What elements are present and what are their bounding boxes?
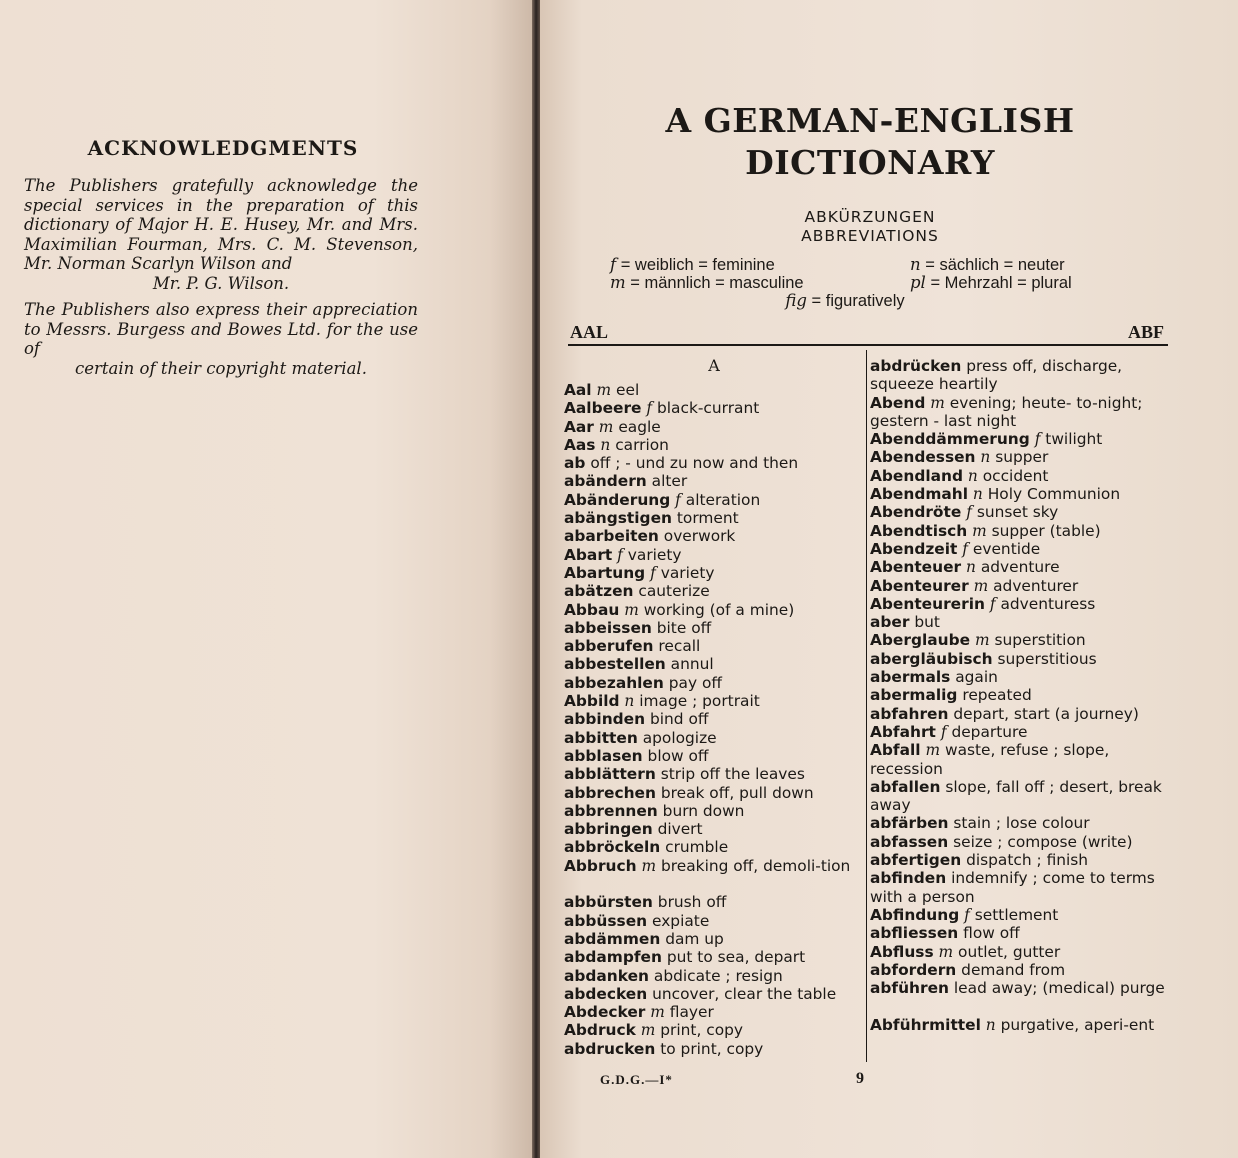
entry-gender: f <box>962 539 968 558</box>
entry-definition: recall <box>658 637 701 656</box>
dictionary-entry <box>564 509 864 527</box>
acknowledgments-paragraph-1 <box>24 176 418 293</box>
entry-definition: waste, refuse ; slope, recession <box>870 741 1110 778</box>
entry-definition: adventure <box>980 558 1060 577</box>
entry-definition: break off, pull down <box>660 783 814 802</box>
entry-gender: n <box>967 466 978 485</box>
dictionary-entry <box>870 668 1170 686</box>
abbr-pl: pl <box>910 273 926 292</box>
entry-headword: abfertigen <box>870 851 962 870</box>
entry-definition: divert <box>657 820 703 839</box>
entry-headword: ab <box>564 454 586 473</box>
dictionary-entry <box>870 357 1170 394</box>
entry-definition: Holy Communion <box>987 485 1121 504</box>
entry-gender: f <box>989 594 996 613</box>
dictionary-entry <box>870 851 1170 869</box>
entry-definition: twilight <box>1045 430 1103 449</box>
entry-definition: black-currant <box>657 399 760 418</box>
dictionary-entry <box>564 418 864 436</box>
dictionary-entry <box>870 741 1170 778</box>
abbr-masculine <box>610 274 900 292</box>
dictionary-entry <box>870 814 1170 832</box>
entry-gender: f <box>964 905 970 924</box>
entry-headword: abblättern <box>564 765 656 784</box>
entry-definition: repeated <box>962 686 1032 705</box>
entry-headword: Abfluss <box>870 942 934 961</box>
entry-headword: abbrechen <box>564 783 656 802</box>
entry-headword: abermals <box>870 668 951 687</box>
entry-headword: Abendzeit <box>870 539 958 558</box>
entry-headword: Aal <box>564 381 592 399</box>
entry-definition: indemnify ; come to terms with a person <box>870 869 1155 906</box>
entry-headword: abängstigen <box>564 509 672 528</box>
entry-definition: bite off <box>656 618 712 637</box>
dictionary-entry <box>564 967 864 985</box>
entry-definition: outlet, gutter <box>958 942 1061 961</box>
page-number: 9 <box>856 1070 864 1087</box>
dictionary-entry <box>870 613 1170 631</box>
entry-definition: torment <box>676 509 739 528</box>
entry-headword: abführen <box>870 979 949 998</box>
entry-gender: m <box>938 942 954 961</box>
entry-definition: superstition <box>994 631 1086 650</box>
dictionary-entry <box>564 985 864 1003</box>
entry-definition: off ; - und zu now and then <box>590 454 799 473</box>
entry-definition: superstitious <box>997 649 1097 668</box>
entry-definition: blow off <box>647 746 709 765</box>
section-letter: A <box>708 356 720 375</box>
abbreviations-table <box>610 256 1180 310</box>
entry-headword: abdrucken <box>564 1039 656 1058</box>
entry-definition: annul <box>670 655 714 674</box>
dictionary-entry <box>870 503 1170 521</box>
dictionary-entry <box>870 540 1170 558</box>
entry-definition: adventurer <box>993 576 1079 595</box>
entry-headword: abdämmen <box>564 929 661 948</box>
dictionary-entry <box>870 448 1170 466</box>
dictionary-entry <box>564 399 864 417</box>
dictionary-entry <box>564 710 864 728</box>
entry-definition: cauterize <box>638 582 710 601</box>
entry-gender: m <box>650 1003 665 1022</box>
entry-headword: abergläubisch <box>870 649 993 668</box>
dictionary-entry <box>564 655 864 673</box>
entry-headword: abbrennen <box>564 801 658 820</box>
dictionary-entry <box>564 1003 864 1021</box>
entry-headword: Abenteurerin <box>870 594 985 613</box>
entry-gender: m <box>641 856 657 875</box>
dictionary-entry <box>564 1040 864 1058</box>
entry-headword: abbüssen <box>564 911 648 930</box>
entry-definition: to print, copy <box>660 1039 764 1058</box>
entry-definition: adventuress <box>1000 594 1096 613</box>
entry-gender: f <box>966 503 972 522</box>
abbreviations-heading <box>670 208 1070 246</box>
entry-headword: Aalbeere <box>564 399 642 418</box>
dictionary-entry <box>564 729 864 747</box>
dictionary-entry <box>870 467 1170 485</box>
abbr-neuter <box>910 256 1210 274</box>
entry-definition: put to sea, depart <box>666 948 806 967</box>
running-head-left: AAL <box>570 322 609 342</box>
dictionary-entry <box>870 778 1170 815</box>
abbr-f-text: = weiblich = feminine <box>620 256 775 274</box>
entry-headword: abbürsten <box>564 893 653 912</box>
dictionary-entry <box>564 838 864 856</box>
entry-definition: carrion <box>615 435 669 454</box>
entry-headword: Abend <box>870 393 926 412</box>
entry-gender: f <box>1034 430 1041 449</box>
dictionary-entry <box>870 522 1170 540</box>
dictionary-entry <box>870 394 1170 431</box>
entry-headword: Abenteuer <box>870 558 962 577</box>
entries-column-left <box>564 357 864 1058</box>
abbreviations-heading-de: ABKÜRZUNGEN <box>804 208 936 226</box>
entry-definition: print, copy <box>660 1021 743 1040</box>
dictionary-entry <box>564 912 864 930</box>
entry-gender: m <box>640 1021 656 1040</box>
entry-gender: m <box>972 521 987 540</box>
abbr-fig: fig <box>785 291 807 310</box>
entry-headword: abarbeiten <box>564 527 659 546</box>
running-head-right: ABF <box>1128 322 1164 342</box>
dictionary-entry <box>564 820 864 838</box>
entry-definition: overwork <box>663 527 736 546</box>
abbr-fig-text: = figuratively <box>811 292 905 310</box>
entry-definition: alter <box>651 472 688 491</box>
entry-definition: eventide <box>972 539 1041 558</box>
left-page <box>0 0 532 1158</box>
dictionary-entry <box>564 454 864 472</box>
entry-headword: Abenddämmerung <box>870 430 1030 449</box>
entry-definition: seize ; compose (write) <box>953 832 1133 851</box>
dictionary-entry <box>564 802 864 820</box>
dictionary-entry <box>870 723 1170 741</box>
abbr-f: f <box>610 255 617 274</box>
entry-definition: variety <box>660 563 715 582</box>
entry-headword: abfinden <box>870 869 947 888</box>
entry-gender: n <box>985 1015 996 1034</box>
entry-headword: abdanken <box>564 966 649 985</box>
acknowledgments-paragraph-2 <box>24 300 418 378</box>
entry-gender: m <box>598 417 614 436</box>
entry-headword: Abendessen <box>870 448 976 467</box>
entry-gender: m <box>596 381 612 399</box>
paragraph-2-text: The Publishers also express their appreciation to Messrs. Burgess and Bowes Ltd. for the use of <box>24 300 418 358</box>
dictionary-entry <box>870 558 1170 576</box>
dictionary-entry <box>564 472 864 490</box>
dictionary-entry <box>564 784 864 802</box>
entry-headword: Abfall <box>870 741 921 760</box>
entry-headword: Abänderung <box>564 490 671 509</box>
entry-headword: Abbild <box>564 692 620 711</box>
entry-definition: settlement <box>974 905 1059 924</box>
abbreviations-heading-en: ABBREVIATIONS <box>801 227 939 245</box>
entry-headword: abdrücken <box>870 357 962 375</box>
entry-definition: depart, start (a journey) <box>953 704 1139 723</box>
dictionary-entry <box>870 650 1170 668</box>
abbr-n-text: = sächlich = neuter <box>925 256 1065 274</box>
footer-signature: G.D.G.—I* <box>600 1072 673 1087</box>
entry-definition: dam up <box>665 929 724 948</box>
entry-headword: Abendland <box>870 466 963 485</box>
entry-headword: Abfindung <box>870 905 960 924</box>
right-page <box>540 0 1238 1158</box>
acknowledgments-title: ACKNOWLEDGMENTS <box>87 136 359 160</box>
entry-definition: departure <box>951 722 1028 741</box>
abbr-m-text: = männlich = masculine <box>630 274 804 292</box>
entry-definition: lead away; (medical) purge <box>953 979 1165 998</box>
entry-headword: abbröckeln <box>564 838 661 857</box>
entry-definition: crumble <box>665 838 729 857</box>
entry-definition: alteration <box>685 490 761 509</box>
entry-headword: abbezahlen <box>564 673 664 692</box>
entry-headword: Abbau <box>564 600 620 619</box>
entry-headword: Abdecker <box>564 1003 646 1022</box>
dictionary-entry <box>564 948 864 966</box>
entry-headword: abfallen <box>870 777 941 796</box>
entry-headword: aber <box>870 613 910 632</box>
entry-definition: eagle <box>618 417 661 436</box>
entry-gender: f <box>650 563 656 582</box>
dictionary-entry <box>564 674 864 692</box>
dictionary-entry <box>564 857 864 894</box>
dictionary-entry <box>564 601 864 619</box>
dictionary-entry <box>564 637 864 655</box>
dictionary-entry <box>870 705 1170 723</box>
entry-definition: strip off the leaves <box>660 765 805 784</box>
dictionary-entry <box>564 546 864 564</box>
abbr-plural <box>910 274 1210 292</box>
entry-headword: abblasen <box>564 746 643 765</box>
dictionary-entry <box>870 924 1170 942</box>
dictionary-entry <box>870 595 1170 613</box>
dictionary-entry <box>870 430 1170 448</box>
entry-headword: abberufen <box>564 637 654 656</box>
dictionary-entry <box>564 491 864 509</box>
entry-definition: bind off <box>649 710 709 729</box>
entry-headword: abfahren <box>870 704 949 723</box>
entry-definition: expiate <box>652 911 710 930</box>
title-line-1: A GERMAN-ENGLISH <box>665 101 1075 140</box>
entry-headword: abfordern <box>870 960 957 979</box>
book-gutter <box>532 0 540 1158</box>
entry-headword: abdecken <box>564 984 648 1003</box>
dictionary-entry <box>870 979 1170 1016</box>
dictionary-entry <box>564 1021 864 1039</box>
entry-gender: m <box>930 393 945 412</box>
entry-headword: Abenteurer <box>870 576 969 595</box>
dictionary-entry <box>564 747 864 765</box>
entry-definition: but <box>914 613 940 632</box>
dictionary-entry <box>870 686 1170 704</box>
dictionary-entry <box>564 381 864 399</box>
dictionary-entry <box>870 833 1170 851</box>
header-rule <box>568 344 1168 346</box>
dictionary-entry <box>870 577 1170 595</box>
entry-definition: eel <box>616 381 640 399</box>
entry-headword: abfassen <box>870 832 949 851</box>
entry-definition: supper (table) <box>991 521 1101 540</box>
entry-headword: Abendmahl <box>870 485 968 504</box>
paragraph-2-end: certain of their copyright material. <box>75 358 367 378</box>
entry-definition: evening; heute- to-night; gestern - last night <box>870 393 1143 430</box>
entry-definition: image ; portrait <box>639 692 760 711</box>
entry-definition: dispatch ; finish <box>966 851 1089 870</box>
entry-headword: abbringen <box>564 820 653 839</box>
abbr-n: n <box>910 255 921 274</box>
entry-definition: flayer <box>669 1003 714 1022</box>
entry-gender: f <box>646 399 653 418</box>
dictionary-entry <box>870 961 1170 979</box>
entry-definition: uncover, clear the table <box>652 984 837 1003</box>
paragraph-1-text: The Publishers gratefully acknowledge the special services in the preparation of this dictionary of Major H. E. Husey, Mr. and Mrs. Maximilian Fourman, Mrs. C. M. Stevenson, Mr. Norman Scarlyn Wilson and <box>24 176 418 273</box>
abbr-pl-text: = Mehrzahl = plural <box>930 274 1072 292</box>
abbr-row-1 <box>610 256 1180 274</box>
dictionary-entry <box>564 765 864 783</box>
entry-gender: f <box>617 545 623 564</box>
dictionary-entry <box>870 1016 1170 1053</box>
entry-definition: sunset sky <box>976 503 1059 522</box>
abbr-figuratively <box>610 292 1080 310</box>
entry-definition: apologize <box>642 728 717 747</box>
entry-definition: abdicate ; resign <box>653 966 783 985</box>
entry-gender: f <box>675 490 681 509</box>
entry-gender: n <box>624 692 635 711</box>
dictionary-entry <box>564 582 864 600</box>
entry-definition: stain ; lose colour <box>953 814 1090 833</box>
entry-headword: Abführmittel <box>870 1015 981 1034</box>
entry-gender: n <box>980 448 991 467</box>
entry-definition: demand from <box>961 960 1066 979</box>
entry-headword: Aas <box>564 435 596 454</box>
abbr-row-2 <box>610 274 1180 292</box>
entry-headword: Abdruck <box>564 1021 636 1040</box>
entry-definition: variety <box>627 545 682 564</box>
entry-definition: working (of a mine) <box>643 600 795 619</box>
entry-headword: Abartung <box>564 563 646 582</box>
dictionary-entry <box>870 906 1170 924</box>
dictionary-entry <box>564 893 864 911</box>
entry-definition: breaking off, demoli-tion <box>661 856 851 875</box>
entry-headword: abdampfen <box>564 948 662 967</box>
dictionary-entry <box>564 930 864 948</box>
dictionary-entry <box>564 564 864 582</box>
entry-headword: Abart <box>564 545 613 564</box>
abbr-feminine <box>610 256 900 274</box>
entry-headword: Abendröte <box>870 503 962 522</box>
entry-headword: Abfahrt <box>870 722 936 741</box>
entry-headword: Abendtisch <box>870 521 968 540</box>
entry-headword: abbitten <box>564 728 638 747</box>
entry-definition: again <box>955 668 998 687</box>
entries-column-right <box>870 357 1170 1052</box>
entry-headword: Aar <box>564 417 594 436</box>
entry-definition: press off, discharge, squeeze heartily <box>870 357 1123 394</box>
dictionary-entry <box>870 869 1170 906</box>
dictionary-entry <box>564 619 864 637</box>
entry-definition: brush off <box>657 893 727 912</box>
entry-gender: m <box>624 600 639 619</box>
entry-headword: Aberglaube <box>870 631 971 650</box>
entry-headword: abbeissen <box>564 618 652 637</box>
dictionary-entry <box>870 943 1170 961</box>
entry-headword: Abbruch <box>564 856 637 875</box>
dictionary-entry <box>870 631 1170 649</box>
entry-gender: n <box>600 435 611 454</box>
entry-headword: abermalig <box>870 686 958 705</box>
entry-gender: m <box>925 741 941 760</box>
entry-definition: burn down <box>662 801 745 820</box>
entry-gender: m <box>973 576 989 595</box>
entry-headword: abändern <box>564 472 647 491</box>
entry-gender: m <box>974 631 990 650</box>
dictionary-entry <box>564 527 864 545</box>
paragraph-1-end: Mr. P. G. Wilson. <box>152 273 290 293</box>
dictionary-entry <box>564 692 864 710</box>
entry-gender: f <box>940 722 947 741</box>
entry-headword: abfliessen <box>870 924 959 943</box>
entry-gender: n <box>966 558 976 577</box>
entry-definition: slope, fall off ; desert, break away <box>870 777 1162 815</box>
entry-definition: pay off <box>668 673 722 692</box>
entry-headword: abfärben <box>870 814 949 833</box>
entry-definition: purgative, aperi-ent <box>1000 1015 1155 1034</box>
entry-definition: occident <box>982 466 1049 485</box>
dictionary-title <box>620 100 1120 184</box>
dictionary-entry <box>564 436 864 454</box>
entry-definition: flow off <box>963 924 1020 943</box>
title-line-2: DICTIONARY <box>745 143 995 182</box>
entry-headword: abbestellen <box>564 655 666 674</box>
abbr-m: m <box>610 273 626 292</box>
column-divider <box>866 350 867 1062</box>
entry-headword: abätzen <box>564 582 634 601</box>
dictionary-entry <box>870 485 1170 503</box>
entry-definition: supper <box>995 448 1049 467</box>
entry-gender: n <box>972 485 983 504</box>
entry-headword: abbinden <box>564 710 646 729</box>
